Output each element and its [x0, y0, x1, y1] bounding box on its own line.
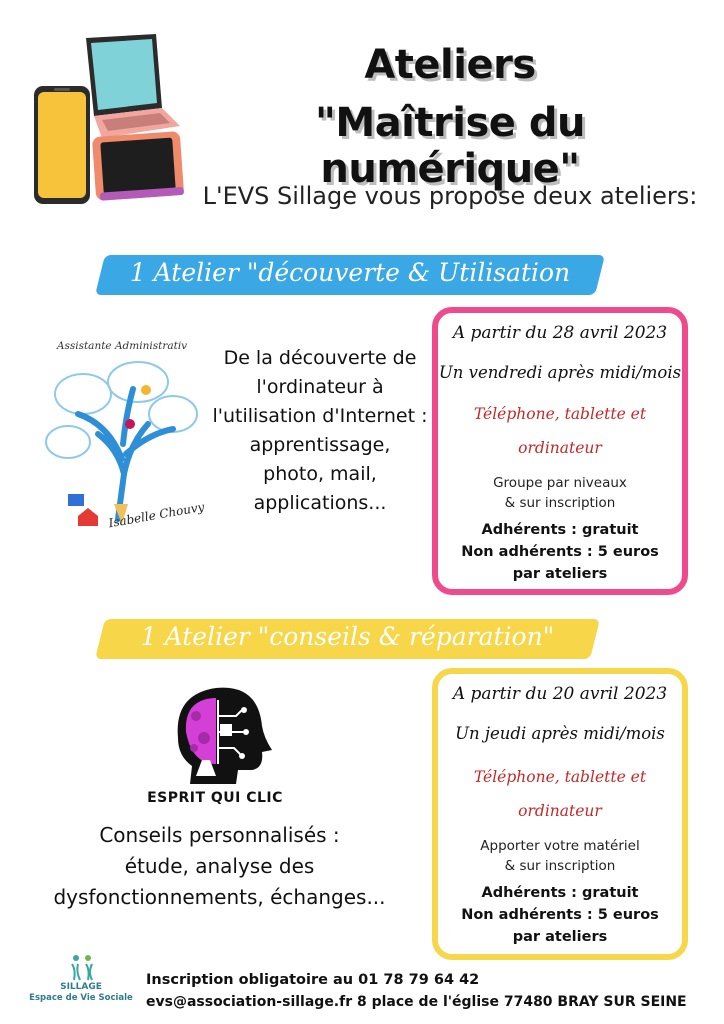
footer-line1: Inscription obligatoire au 01 78 79 64 42 — [146, 972, 480, 988]
footer-line2: evs@association-sillage.fr 8 place de l'église 77480 BRAY SUR SEINE — [146, 994, 687, 1010]
illustration-caption: Assistante Administrativ — [56, 340, 188, 352]
workshop1-info-box — [432, 307, 688, 595]
page-title-line2: "Maîtrise du numérique" — [315, 100, 585, 192]
workshop1-description — [200, 344, 440, 518]
workshop2-price-line1: Adhérents : gratuit — [481, 885, 639, 901]
workshop1-devices-line1: Téléphone, tablette et — [473, 405, 647, 423]
devices-illustration — [28, 30, 188, 210]
description-line: apprentissage, — [249, 434, 391, 456]
workshop2-schedule: Un jeudi après midi/mois — [455, 724, 665, 743]
page-title-line1: Ateliers — [364, 42, 536, 88]
workshop1-price-line3: par ateliers — [512, 566, 608, 582]
workshop2-devices-line1: Téléphone, tablette et — [473, 768, 647, 786]
tablet-icon — [92, 131, 184, 201]
workshop1-devices-line2: ordinateur — [518, 439, 602, 457]
laptop-icon — [86, 34, 180, 138]
description-line: photo, mail, — [263, 463, 377, 485]
workshop1-date: A partir du 28 avril 2023 — [452, 323, 668, 343]
workshop1-illustration — [38, 340, 206, 545]
workshop2-group-line1: Apporter votre matériel — [480, 838, 640, 854]
description-line: étude, analyse des — [124, 854, 315, 878]
description-line: De la découverte de — [223, 347, 417, 369]
workshop1-price-line2: Non adhérents : 5 euros — [461, 544, 659, 560]
description-line: l'ordinateur à — [256, 376, 384, 398]
workshop2-banner: 1 Atelier "conseils & réparation" — [140, 622, 555, 651]
description-line: dysfonctionnements, échanges... — [53, 885, 386, 909]
footer-logo-name: SILLAGE — [60, 982, 102, 992]
page-subtitle: L'EVS Sillage vous propose deux ateliers: — [202, 182, 698, 210]
workshop2-devices-line2: ordinateur — [518, 802, 602, 820]
workshop1-schedule: Un vendredi après midi/mois — [438, 363, 682, 382]
workshop1-group-line2: & sur inscription — [504, 495, 616, 511]
logo-text: ESPRIT QUI CLIC — [147, 790, 283, 806]
illustration-signature: Isabelle Chouvy — [107, 499, 206, 531]
head-brain-icon — [158, 680, 278, 785]
workshop2-price-line3: par ateliers — [512, 929, 608, 945]
workshop2-group-line2: & sur inscription — [504, 858, 616, 874]
workshop2-price-line2: Non adhérents : 5 euros — [461, 907, 659, 923]
workshop1-group-line1: Groupe par niveaux — [493, 475, 627, 491]
sillage-logo-icon — [62, 952, 102, 982]
workshop2-info-box — [432, 668, 688, 960]
workshop2-date: A partir du 20 avril 2023 — [452, 684, 668, 704]
description-line: applications... — [253, 492, 387, 514]
workshop1-banner: 1 Atelier "découverte & Utilisation — [129, 258, 571, 287]
workshop1-price-line1: Adhérents : gratuit — [481, 522, 639, 538]
phone-icon — [34, 86, 90, 204]
description-line: Conseils personnalisés : — [99, 823, 340, 847]
footer-logo-subtitle: Espace de Vie Sociale — [29, 993, 133, 1003]
description-line: l'utilisation d'Internet : — [212, 405, 428, 427]
workshop2-description — [22, 820, 417, 913]
